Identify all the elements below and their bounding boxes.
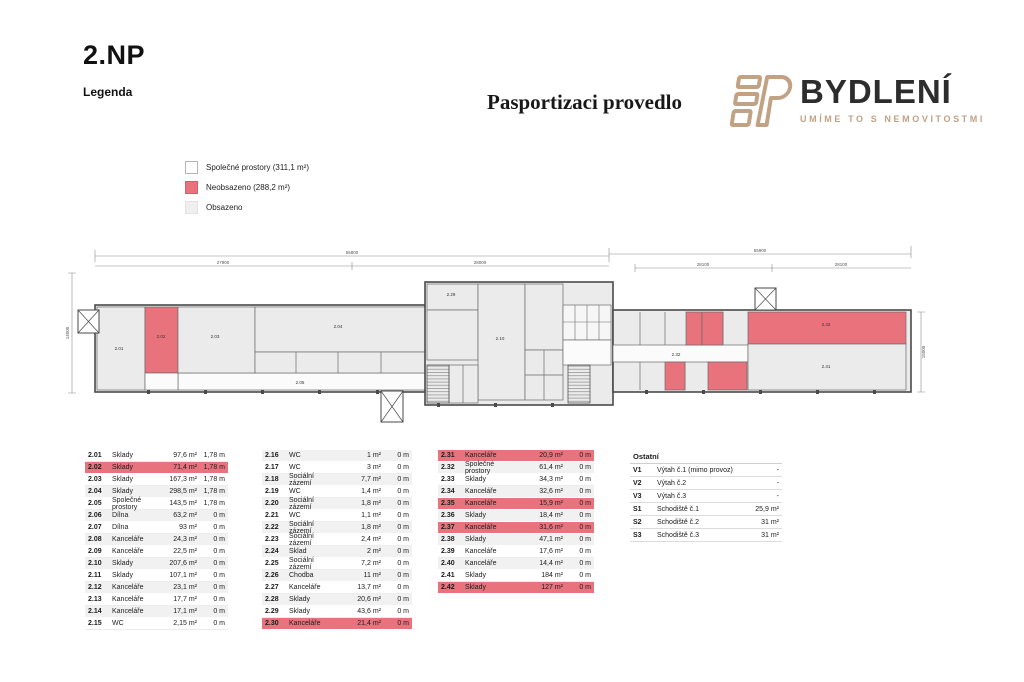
cell-area: 34,3 m² bbox=[539, 476, 563, 483]
cell-area: 127 m² bbox=[541, 584, 563, 591]
cell-name: Schodiště č.1 bbox=[657, 505, 700, 513]
legend-item-label: Neobsazeno (288,2 m²) bbox=[206, 183, 291, 192]
table-row bbox=[85, 498, 228, 510]
cell-name: Sklady bbox=[112, 488, 134, 495]
cell-name: Dílna bbox=[112, 524, 129, 531]
room-vacant bbox=[708, 362, 747, 390]
table-row bbox=[262, 570, 412, 582]
cell-area: 7,7 m² bbox=[361, 476, 381, 483]
cell-area: 2 m² bbox=[367, 548, 381, 555]
cell-code: 2.27 bbox=[265, 584, 279, 591]
cell-name: Kanceláře bbox=[112, 548, 144, 555]
table-row bbox=[85, 534, 228, 546]
table-row bbox=[262, 606, 412, 618]
cell-area: 47,1 m² bbox=[539, 536, 563, 543]
cell-name: Sklady bbox=[465, 536, 487, 543]
cell-code: 2.14 bbox=[88, 608, 102, 615]
right-wing bbox=[613, 310, 911, 392]
cell-area: 22,5 m² bbox=[173, 548, 197, 555]
table-row bbox=[85, 510, 228, 522]
brand-tagline: UMÍME TO S NEMOVITOSTMI bbox=[800, 114, 985, 124]
room-label: 2.32 bbox=[671, 352, 681, 357]
cell-height: 0 m bbox=[213, 572, 225, 579]
table-row bbox=[85, 486, 228, 498]
cell-code: 2.16 bbox=[265, 452, 279, 459]
cell-code: 2.11 bbox=[88, 572, 102, 579]
table-row bbox=[438, 558, 594, 570]
table-row bbox=[262, 522, 412, 534]
cell-code: 2.07 bbox=[88, 524, 102, 531]
stairs-icon bbox=[568, 365, 590, 403]
cell-name: Sklady bbox=[112, 464, 134, 471]
cell-area: 167,3 m² bbox=[169, 476, 197, 483]
cell-area: 21,4 m² bbox=[357, 620, 381, 627]
common-swatch-icon bbox=[185, 161, 198, 174]
cell-code: 2.41 bbox=[441, 572, 455, 579]
cell-area: 107,1 m² bbox=[169, 572, 197, 579]
room-table-2 bbox=[262, 450, 412, 630]
cell-height: 0 m bbox=[213, 584, 225, 591]
room-label: 2.29 bbox=[446, 292, 456, 297]
cell-name: Kanceláře bbox=[289, 584, 321, 591]
cell-name: Kanceláře bbox=[112, 584, 144, 591]
cell-code: 2.42 bbox=[441, 584, 455, 591]
cell-height: 0 m bbox=[397, 488, 409, 495]
cell-code: 2.28 bbox=[265, 596, 279, 603]
cell-area: 17,1 m² bbox=[173, 608, 197, 615]
cell-area: 32,6 m² bbox=[539, 488, 563, 495]
cell-area: 207,6 m² bbox=[169, 560, 197, 567]
room-label: 2.05 bbox=[295, 380, 305, 385]
cell-area: 61,4 m² bbox=[539, 464, 563, 471]
dim-label: 27900 bbox=[216, 260, 230, 265]
cell-area: 24,3 m² bbox=[173, 536, 197, 543]
elevator-icon bbox=[381, 391, 403, 422]
table-row bbox=[262, 462, 412, 474]
room-table-1 bbox=[85, 450, 228, 630]
cell-area: 93 m² bbox=[179, 524, 197, 531]
cell-code: 2.18 bbox=[265, 476, 279, 483]
vacant-swatch-icon bbox=[185, 181, 198, 194]
cell-name: Kanceláře bbox=[289, 620, 321, 627]
dim-label: 28100 bbox=[834, 262, 848, 267]
room-table-3 bbox=[438, 450, 594, 594]
table-row bbox=[85, 522, 228, 534]
cell-height: 0 m bbox=[397, 512, 409, 519]
table-row bbox=[262, 618, 412, 630]
other-table bbox=[630, 450, 782, 542]
table-row bbox=[438, 570, 594, 582]
room-label: 2.42 bbox=[821, 322, 831, 327]
cell-height: 0 m bbox=[213, 512, 225, 519]
cell-code: V3 bbox=[633, 492, 642, 500]
table-row bbox=[630, 503, 782, 516]
cell-value: - bbox=[776, 479, 779, 487]
cell-height: 0 m bbox=[397, 608, 409, 615]
cell-height: 0 m bbox=[579, 452, 591, 459]
table-row bbox=[630, 477, 782, 490]
table-row bbox=[85, 558, 228, 570]
cell-code: 2.32 bbox=[441, 464, 455, 471]
cell-name: Společné prostory bbox=[112, 496, 142, 511]
cell-name: Sklady bbox=[465, 512, 487, 519]
brand-logo-icon bbox=[726, 72, 794, 139]
cell-name: Výtah č.2 bbox=[657, 479, 687, 487]
cell-name: Kanceláře bbox=[465, 524, 497, 531]
cell-name: WC bbox=[289, 488, 301, 495]
cell-area: 1,8 m² bbox=[361, 524, 381, 531]
table-row bbox=[262, 594, 412, 606]
cell-name: Sklady bbox=[112, 452, 134, 459]
cell-code: 2.13 bbox=[88, 596, 102, 603]
cell-code: 2.29 bbox=[265, 608, 279, 615]
cell-code: 2.06 bbox=[88, 512, 102, 519]
cell-name: Dílna bbox=[112, 512, 129, 519]
brand-name: BYDLENÍ bbox=[800, 73, 952, 110]
legend-item-occupied bbox=[185, 201, 309, 214]
cell-code: 2.21 bbox=[265, 512, 279, 519]
table-row bbox=[438, 546, 594, 558]
cell-area: 17,7 m² bbox=[173, 596, 197, 603]
cell-height: 0 m bbox=[579, 524, 591, 531]
cell-name: Schodiště č.3 bbox=[657, 531, 700, 539]
left-wing bbox=[95, 305, 425, 392]
other-table-title: Ostatní bbox=[630, 450, 782, 464]
cell-height: 1,78 m bbox=[203, 452, 225, 459]
cell-value: - bbox=[776, 466, 779, 474]
cell-area: 97,6 m² bbox=[173, 452, 197, 459]
cell-code: 2.26 bbox=[265, 572, 279, 579]
room-vacant bbox=[686, 312, 702, 345]
cell-height: 0 m bbox=[397, 584, 409, 591]
cell-height: 0 m bbox=[579, 512, 591, 519]
legend-item-vacant bbox=[185, 181, 309, 194]
table-row bbox=[438, 510, 594, 522]
floor-plan bbox=[0, 228, 1024, 448]
cell-area: 1 m² bbox=[367, 452, 381, 459]
cell-height: 0 m bbox=[397, 476, 409, 483]
table-row bbox=[630, 490, 782, 503]
cell-area: 71,4 m² bbox=[173, 464, 197, 471]
cell-area: 298,5 m² bbox=[169, 488, 197, 495]
cell-code: 2.24 bbox=[265, 548, 279, 555]
table-row bbox=[85, 582, 228, 594]
table-row bbox=[85, 606, 228, 618]
cell-name: Společné prostory bbox=[465, 460, 495, 475]
table-row bbox=[262, 546, 412, 558]
table-row bbox=[262, 558, 412, 570]
table-row bbox=[262, 498, 412, 510]
cell-code: 2.34 bbox=[441, 488, 455, 495]
cell-area: 184 m² bbox=[541, 572, 563, 579]
room-label: 2.03 bbox=[210, 334, 220, 339]
cell-value: - bbox=[776, 492, 779, 500]
cell-name: Sklady bbox=[465, 572, 487, 579]
cell-name: Kanceláře bbox=[465, 560, 497, 567]
cell-area: 1,4 m² bbox=[361, 488, 381, 495]
cell-name: Kanceláře bbox=[465, 500, 497, 507]
legend-item-common bbox=[185, 161, 309, 174]
cell-area: 2,4 m² bbox=[361, 536, 381, 543]
cell-code: S2 bbox=[633, 518, 642, 526]
cell-height: 0 m bbox=[397, 572, 409, 579]
legend-title: Legenda bbox=[83, 85, 133, 99]
cell-code: 2.03 bbox=[88, 476, 102, 483]
cell-name: WC bbox=[289, 512, 301, 519]
cell-code: 2.38 bbox=[441, 536, 455, 543]
cell-height: 0 m bbox=[579, 572, 591, 579]
table-row bbox=[262, 474, 412, 486]
cell-height: 0 m bbox=[213, 596, 225, 603]
cell-name: Sklady bbox=[112, 476, 134, 483]
cell-height: 0 m bbox=[213, 608, 225, 615]
cell-area: 20,9 m² bbox=[539, 452, 563, 459]
cell-area: 63,2 m² bbox=[173, 512, 197, 519]
cell-code: 2.01 bbox=[88, 452, 102, 459]
cell-height: 0 m bbox=[579, 548, 591, 555]
cell-code: S3 bbox=[633, 531, 642, 539]
cell-code: 2.04 bbox=[88, 488, 102, 495]
cell-height: 1,78 m bbox=[203, 488, 225, 495]
cell-name: Kanceláře bbox=[112, 596, 144, 603]
cell-name: Sklady bbox=[289, 596, 311, 603]
table-row bbox=[85, 618, 228, 630]
page-title: 2.NP bbox=[83, 40, 146, 70]
table-row bbox=[438, 462, 594, 474]
cell-height: 0 m bbox=[579, 476, 591, 483]
cell-value: 31 m² bbox=[761, 531, 779, 539]
cell-name: Sklady bbox=[112, 560, 134, 567]
cell-name: Sociální zázemí bbox=[289, 532, 314, 547]
room-vacant bbox=[665, 362, 685, 390]
cell-code: 2.39 bbox=[441, 548, 455, 555]
cell-height: 0 m bbox=[213, 548, 225, 555]
cell-height: 0 m bbox=[397, 536, 409, 543]
cell-height: 0 m bbox=[213, 524, 225, 531]
cell-code: 2.36 bbox=[441, 512, 455, 519]
cell-height: 0 m bbox=[397, 452, 409, 459]
cell-area: 14,4 m² bbox=[539, 560, 563, 567]
cell-code: 2.17 bbox=[265, 464, 279, 471]
cell-name: Chodba bbox=[289, 572, 314, 579]
cell-name: Sociální zázemí bbox=[289, 556, 314, 571]
cell-code: V2 bbox=[633, 479, 642, 487]
cell-name: Výtah č.3 bbox=[657, 492, 687, 500]
cell-area: 1,8 m² bbox=[361, 500, 381, 507]
table-row bbox=[630, 529, 782, 542]
table-row bbox=[85, 546, 228, 558]
cell-area: 1,1 m² bbox=[361, 512, 381, 519]
dim-label: 55800 bbox=[345, 250, 359, 255]
cell-area: 17,6 m² bbox=[539, 548, 563, 555]
room-label: 2.41 bbox=[821, 364, 831, 369]
cell-code: 2.23 bbox=[265, 536, 279, 543]
cell-area: 18,4 m² bbox=[539, 512, 563, 519]
dim-label: 28100 bbox=[696, 262, 710, 267]
cell-area: 15,9 m² bbox=[539, 500, 563, 507]
cell-name: WC bbox=[289, 464, 301, 471]
cell-code: 2.10 bbox=[88, 560, 102, 567]
table-row bbox=[85, 462, 228, 474]
cell-height: 1,78 m bbox=[203, 500, 225, 507]
cell-name: Sociální zázemí bbox=[289, 496, 314, 511]
cell-code: 2.30 bbox=[265, 620, 279, 627]
cell-area: 13,7 m² bbox=[357, 584, 381, 591]
cell-name: Sklady bbox=[465, 476, 487, 483]
cell-name: Schodiště č.2 bbox=[657, 518, 700, 526]
cell-name: Kanceláře bbox=[112, 608, 144, 615]
cell-area: 7,2 m² bbox=[361, 560, 381, 567]
cell-height: 0 m bbox=[397, 464, 409, 471]
room-vacant bbox=[145, 307, 178, 373]
cell-code: 2.02 bbox=[88, 464, 102, 471]
cell-height: 0 m bbox=[579, 488, 591, 495]
cell-height: 0 m bbox=[397, 620, 409, 627]
cell-area: 11 m² bbox=[363, 572, 381, 579]
cell-area: 43,6 m² bbox=[357, 608, 381, 615]
cell-name: WC bbox=[289, 452, 301, 459]
table-row bbox=[262, 534, 412, 546]
middle-block bbox=[425, 282, 613, 405]
legend-item-label: Společné prostory (311,1 m²) bbox=[206, 163, 310, 172]
table-row bbox=[262, 486, 412, 498]
table-row bbox=[85, 474, 228, 486]
cell-area: 2,15 m² bbox=[173, 620, 197, 627]
cell-name: Kanceláře bbox=[465, 548, 497, 555]
table-row bbox=[438, 498, 594, 510]
cell-name: Sklady bbox=[465, 584, 487, 591]
dim-label: 14000 bbox=[65, 326, 70, 340]
cell-code: 2.31 bbox=[441, 452, 455, 459]
table-row bbox=[630, 464, 782, 477]
cell-name: Sociální zázemí bbox=[289, 472, 314, 487]
room-label: 2.10 bbox=[495, 336, 505, 341]
table-row bbox=[85, 450, 228, 462]
cell-value: 25,9 m² bbox=[755, 505, 779, 513]
cell-name: Sociální zázemí bbox=[289, 520, 314, 535]
cell-code: 2.08 bbox=[88, 536, 102, 543]
cell-code: 2.25 bbox=[265, 560, 279, 567]
cell-name: WC bbox=[112, 620, 124, 627]
cell-height: 0 m bbox=[579, 464, 591, 471]
cell-height: 0 m bbox=[397, 596, 409, 603]
cell-code: 2.35 bbox=[441, 500, 455, 507]
other-table-rows bbox=[630, 464, 782, 542]
cell-height: 0 m bbox=[213, 620, 225, 627]
cell-height: 0 m bbox=[397, 500, 409, 507]
cell-height: 0 m bbox=[213, 536, 225, 543]
cell-code: 2.09 bbox=[88, 548, 102, 555]
cell-height: 1,78 m bbox=[203, 476, 225, 483]
cell-name: Sklady bbox=[289, 608, 311, 615]
table-row bbox=[85, 570, 228, 582]
cell-value: 31 m² bbox=[761, 518, 779, 526]
dim-label: 28000 bbox=[473, 260, 487, 265]
table-row bbox=[262, 510, 412, 522]
cell-height: 0 m bbox=[213, 560, 225, 567]
cell-area: 23,1 m² bbox=[173, 584, 197, 591]
elevator-icon bbox=[78, 310, 99, 333]
cell-name: Sklad bbox=[289, 548, 307, 555]
cell-height: 0 m bbox=[579, 500, 591, 507]
cell-code: 2.20 bbox=[265, 500, 279, 507]
cell-height: 0 m bbox=[397, 548, 409, 555]
room-label: 2.02 bbox=[156, 334, 166, 339]
stairs-icon bbox=[427, 365, 449, 403]
legend-item-label: Obsazeno bbox=[206, 203, 243, 212]
cell-name: Kanceláře bbox=[465, 488, 497, 495]
occupied-swatch-icon bbox=[185, 201, 198, 214]
cell-name: Výtah č.1 (mimo provoz) bbox=[657, 466, 733, 474]
cell-height: 0 m bbox=[397, 524, 409, 531]
table-row bbox=[438, 474, 594, 486]
cell-code: V1 bbox=[633, 466, 642, 474]
cell-code: 2.15 bbox=[88, 620, 102, 627]
cell-height: 0 m bbox=[397, 560, 409, 567]
cell-area: 20,6 m² bbox=[357, 596, 381, 603]
room-label: 2.04 bbox=[333, 324, 343, 329]
cell-height: 0 m bbox=[579, 560, 591, 567]
cell-height: 1,78 m bbox=[203, 464, 225, 471]
table-row bbox=[262, 582, 412, 594]
cell-code: 2.22 bbox=[265, 524, 279, 531]
elevator-icon bbox=[755, 288, 776, 310]
cell-area: 3 m² bbox=[367, 464, 381, 471]
room-vacant bbox=[748, 312, 906, 344]
table-row bbox=[262, 450, 412, 462]
cell-height: 0 m bbox=[579, 536, 591, 543]
cell-code: 2.37 bbox=[441, 524, 455, 531]
provided-by-text: Pasportizaci provedlo bbox=[487, 90, 683, 114]
cell-code: S1 bbox=[633, 505, 642, 513]
cell-name: Sklady bbox=[112, 572, 134, 579]
room-vacant bbox=[702, 312, 723, 345]
table-row bbox=[438, 486, 594, 498]
cell-code: 2.19 bbox=[265, 488, 279, 495]
cell-area: 31,6 m² bbox=[539, 524, 563, 531]
cell-code: 2.12 bbox=[88, 584, 102, 591]
brand-block bbox=[800, 74, 985, 124]
cell-area: 143,5 m² bbox=[169, 500, 197, 507]
cell-height: 0 m bbox=[579, 584, 591, 591]
cell-code: 2.05 bbox=[88, 500, 102, 507]
dim-label: 15000 bbox=[921, 345, 926, 359]
table-row bbox=[85, 594, 228, 606]
table-row bbox=[438, 534, 594, 546]
legend bbox=[185, 161, 309, 221]
table-row bbox=[438, 582, 594, 594]
table-row bbox=[438, 522, 594, 534]
table-row bbox=[630, 516, 782, 529]
cell-name: Kanceláře bbox=[112, 536, 144, 543]
cell-name: Kanceláře bbox=[465, 452, 497, 459]
cell-code: 2.33 bbox=[441, 476, 455, 483]
dim-label: 55900 bbox=[753, 248, 767, 253]
room-label: 2.01 bbox=[114, 346, 124, 351]
cell-code: 2.40 bbox=[441, 560, 455, 567]
